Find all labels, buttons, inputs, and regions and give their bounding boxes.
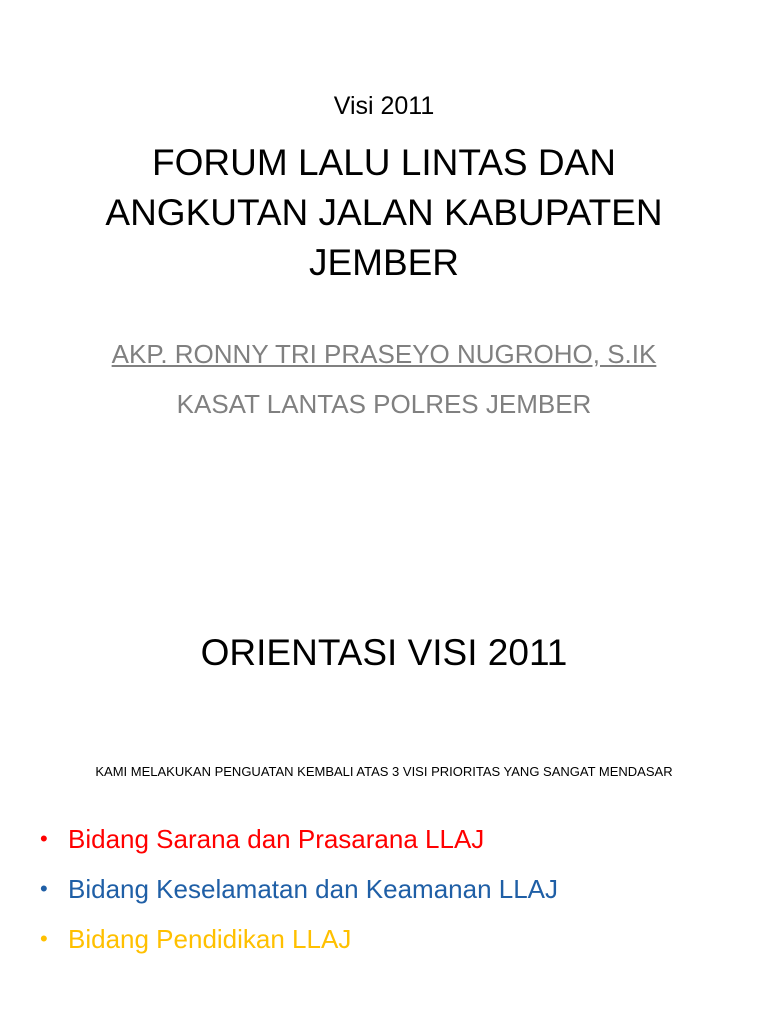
orientation-heading: ORIENTASI VISI 2011 (200, 632, 568, 673)
bullet-icon: • (40, 926, 48, 951)
list-item (40, 864, 740, 914)
list-item (40, 914, 740, 964)
list-item-label: Bidang Pendidikan LLAJ (68, 924, 352, 954)
slide-title-heading (54, 138, 714, 288)
presenter-name: AKP. RONNY TRI PRASEYO NUGROHO, S.IK (111, 339, 657, 369)
slide-orientation (0, 512, 768, 1024)
title-line-2: ANGKUTAN JALAN KABUPATEN (105, 192, 663, 233)
bullet-icon: • (40, 826, 48, 851)
priority-list (40, 814, 740, 964)
presenter-role: KASAT LANTAS POLRES JEMBER (176, 389, 592, 419)
title-line-3: JEMBER (308, 242, 460, 283)
list-item-label: Bidang Keselamatan dan Keamanan LLAJ (68, 874, 559, 904)
list-item-label: Bidang Sarana dan Prasarana LLAJ (68, 824, 485, 854)
slide-kicker: Visi 2011 (333, 92, 435, 120)
bullet-icon: • (40, 876, 48, 901)
list-item (40, 814, 740, 864)
orientation-intro: KAMI MELAKUKAN PENGUATAN KEMBALI ATAS 3 VISI PRIORITAS YANG SANGAT MENDASAR (95, 764, 673, 779)
title-line-1: FORUM LALU LINTAS DAN (152, 142, 616, 183)
